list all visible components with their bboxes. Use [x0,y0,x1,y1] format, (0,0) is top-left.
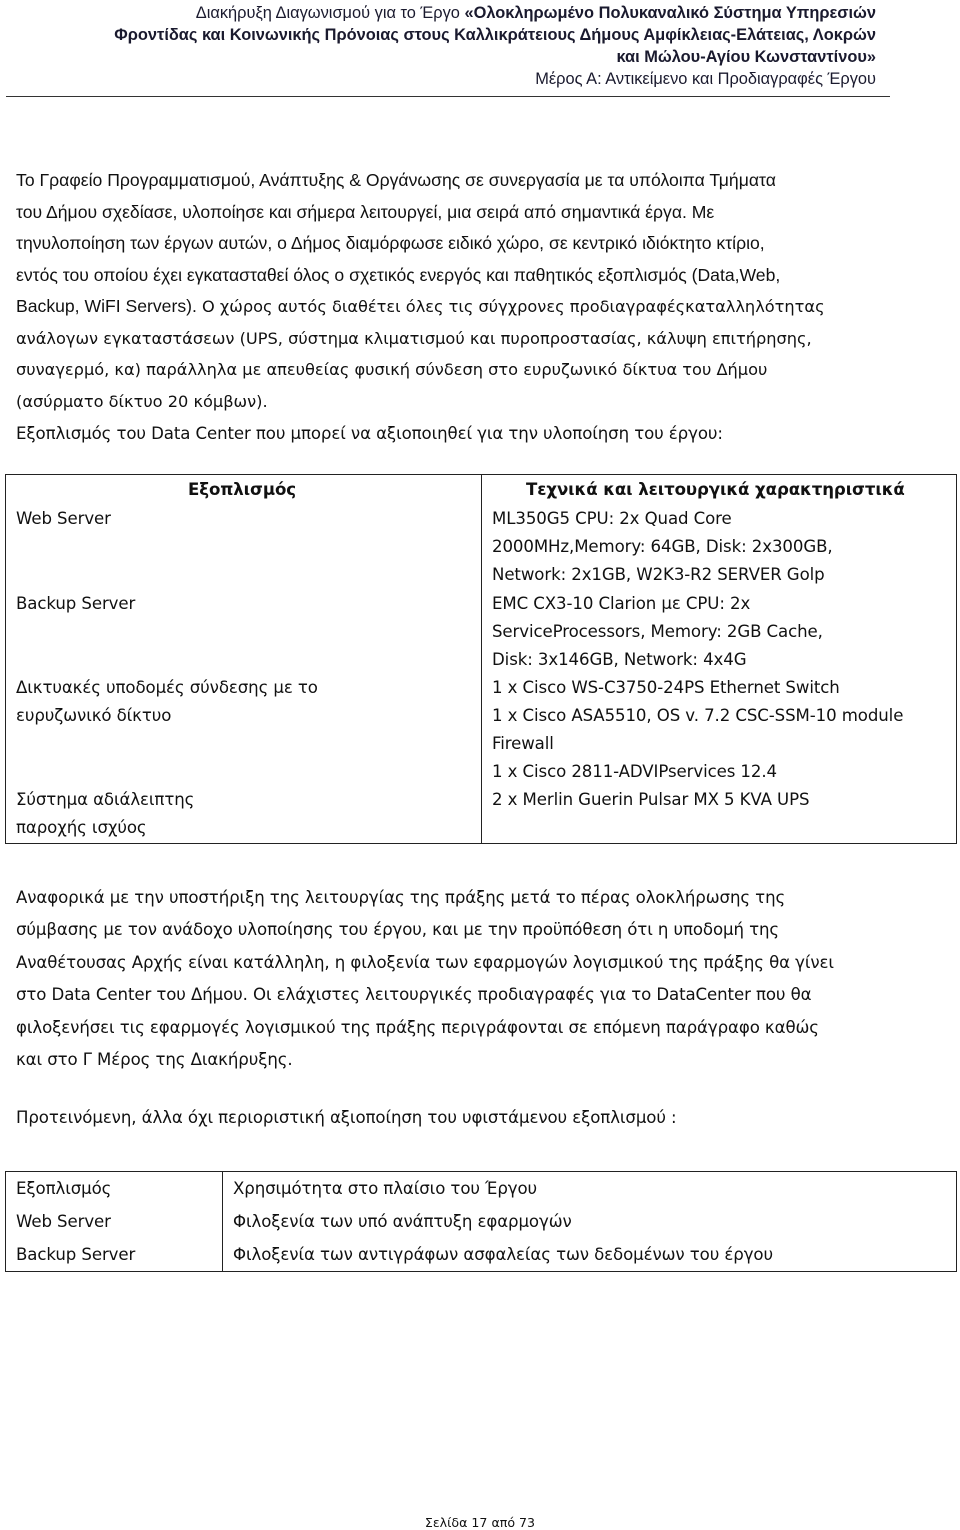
header-divider [6,96,890,97]
paragraph-line [16,291,946,323]
support-paragraph [16,882,946,1076]
paragraph-line: ανάλογων εγκαταστάσεων (UPS, σύστημα κλιματισμού και πυροπροστασίας, κάλυψη επιτήρησης, [16,328,812,348]
paragraph-line: συναγερμό, κα) παράλληλα με απευθείας φυσική σύνδεση στο ευρυζωνικό δίκτυα του Δήμου [16,360,768,379]
paragraph-line: τηνυλοποίηση των έργων αυτών, ο Δήμος διαμόρφωσε ειδικό χώρο, σε κεντρικό ιδιόκτητο κτίριο, [16,233,765,253]
header-project-title: «Ολοκληρωμένο Πολυκαναλικό Σύστημα Υπηρεσιών [464,4,876,22]
equipment-cell: Backup Server [16,1245,136,1264]
cell-line: Web Server [16,509,111,528]
cell-line: Disk: 3x146GB, Network: 4x4G [492,650,747,669]
equipment-column-header: Εξοπλισμός [188,480,297,499]
header-line-2: Φροντίδας και Κοινωνικής Πρόνοιας στους Καλλικράτειους Δήμους Αμφίκλειας-Ελάτειας, Λοκρών [114,26,876,44]
cell-line: Backup Server [16,594,136,613]
equipment-cell [16,674,318,730]
equipment-cell [16,505,111,533]
specs-column-header: Τεχνικά και λειτουργικά χαρακτηριστικά [526,480,905,499]
header-line-3: και Μώλου-Αγίου Κωνσταντίνου» [616,48,876,66]
intro-paragraph [16,165,946,417]
specs-cell [492,505,833,589]
cell-line: Network: 2x1GB, W2K3-R2 SERVER Golp [492,565,825,584]
usage-cell: Φιλοξενία των υπό ανάπτυξη εφαρμογών [233,1212,572,1231]
paragraph-line: στο Data Center του Δήμου. Οι ελάχιστες λειτουργικές προδιαγραφές για το DataCenter που θα [16,985,812,1005]
paragraph-line: Αναφορικά με την υποστήριξη της λειτουργίας της πράξης μετά το πέρας ολοκλήρωσης της [16,888,786,907]
usage-intro: Προτεινόμενη, άλλα όχι περιοριστική αξιοποίηση του υφιστάμενου εξοπλισμού : [16,1108,677,1127]
header-section: Μέρος Α: Αντικείμενο και Προδιαγραφές Έργου [535,70,876,88]
cell-line: 2000MHz,Memory: 64GB, Disk: 2x300GB, [492,537,833,556]
cell-line: 1 x Cisco 2811-ADVIPservices 12.4 [492,762,777,781]
cell-line: ευρυζωνικό δίκτυο [16,706,172,725]
cell-line: 2 x Merlin Guerin Pulsar MX 5 KVA UPS [492,790,810,809]
page-number: Σελίδα 17 από 73 [424,1515,536,1530]
paragraph-line: και στο Γ Μέρος της Διακήρυξης. [16,1050,293,1070]
paragraph-line: (ασύρματο δίκτυο 20 κόμβων). [16,391,268,411]
cell-line: Σύστημα αδιάλειπτης [16,790,195,809]
paragraph-line: φιλοξενήσει τις εφαρμογές λογισμικού της πράξης περιγράφονται σε επόμενη παράγραφο καθώς [16,1017,819,1037]
paragraph-line: σύμβασης με τον ανάδοχο υλοποίησης του έργου, και με την προϋπόθεση ότι η υποδομή της [16,920,780,940]
cell-line: ServiceProcessors, Memory: 2GB Cache, [492,622,823,641]
equipment-cell: Web Server [16,1212,111,1231]
cell-line: ML350G5 CPU: 2x Quad Core [492,509,732,528]
paragraph-line: εντός του οποίου έχει εγκατασταθεί όλος ο σχετικός ενεργός και παθητικός εξοπλισμός (Data,Web, [16,264,781,285]
paragraph-line: Αναθέτουσας Αρχής είναι κατάλληλη, η φιλοξενία των εφαρμογών λογισμικού της πράξης θα γίνει [16,952,834,972]
column-divider [222,1172,223,1271]
cell-line: EMC CX3-10 Clarion με CPU: 2x [492,594,751,613]
column-divider [481,475,482,843]
cell-line: Firewall [492,734,554,753]
usage-table [5,1171,957,1272]
cell-line: παροχής ισχύος [16,818,147,837]
cell-line: 1 x Cisco WS-C3750-24PS Ethernet Switch [492,678,840,697]
specs-cell [492,786,809,814]
header-line-1 [114,2,876,24]
specs-cell [492,674,903,786]
cell-line: 1 x Cisco ASA5510, OS v. 7.2 CSC-SSM-10 module [492,706,904,725]
paragraph-fragment: Ο χώρος αυτός διαθέτει όλες τις σύγχρονες προδιαγραφέςκαταλληλότητας [196,297,825,316]
equipment-table [5,474,957,844]
page-header [114,2,876,90]
usage-cell: Χρησιμότητα στο πλαίσιο του Έργου [233,1179,538,1198]
equipment-cell [16,786,194,842]
equipment-cell [16,590,135,618]
equipment-intro: Εξοπλισμός του Data Center που μπορεί να αξιοποιηθεί για την υλοποίηση του έργου: [16,424,723,443]
equipment-cell: Εξοπλισμός [16,1179,112,1198]
specs-cell [492,590,823,674]
paragraph-line: του Δήμου σχεδίασε, υλοποίησε και σήμερα λειτουργεί, μια σειρά από σημαντικά έργα. Με [16,201,715,222]
paragraph-fragment: Backup, WiFI Servers). [16,296,197,316]
header-prefix: Διακήρυξη Διαγωνισμού για το Έργο [195,4,465,22]
cell-line: Δικτυακές υποδομές σύνδεσης με το [16,678,318,697]
paragraph-line: Το Γραφείο Προγραμματισμού, Ανάπτυξης & Οργάνωσης σε συνεργασία με τα υπόλοιπα Τμήματα [16,170,776,190]
usage-cell: Φιλοξενία των αντιγράφων ασφαλείας των δεδομένων του έργου [233,1245,773,1264]
